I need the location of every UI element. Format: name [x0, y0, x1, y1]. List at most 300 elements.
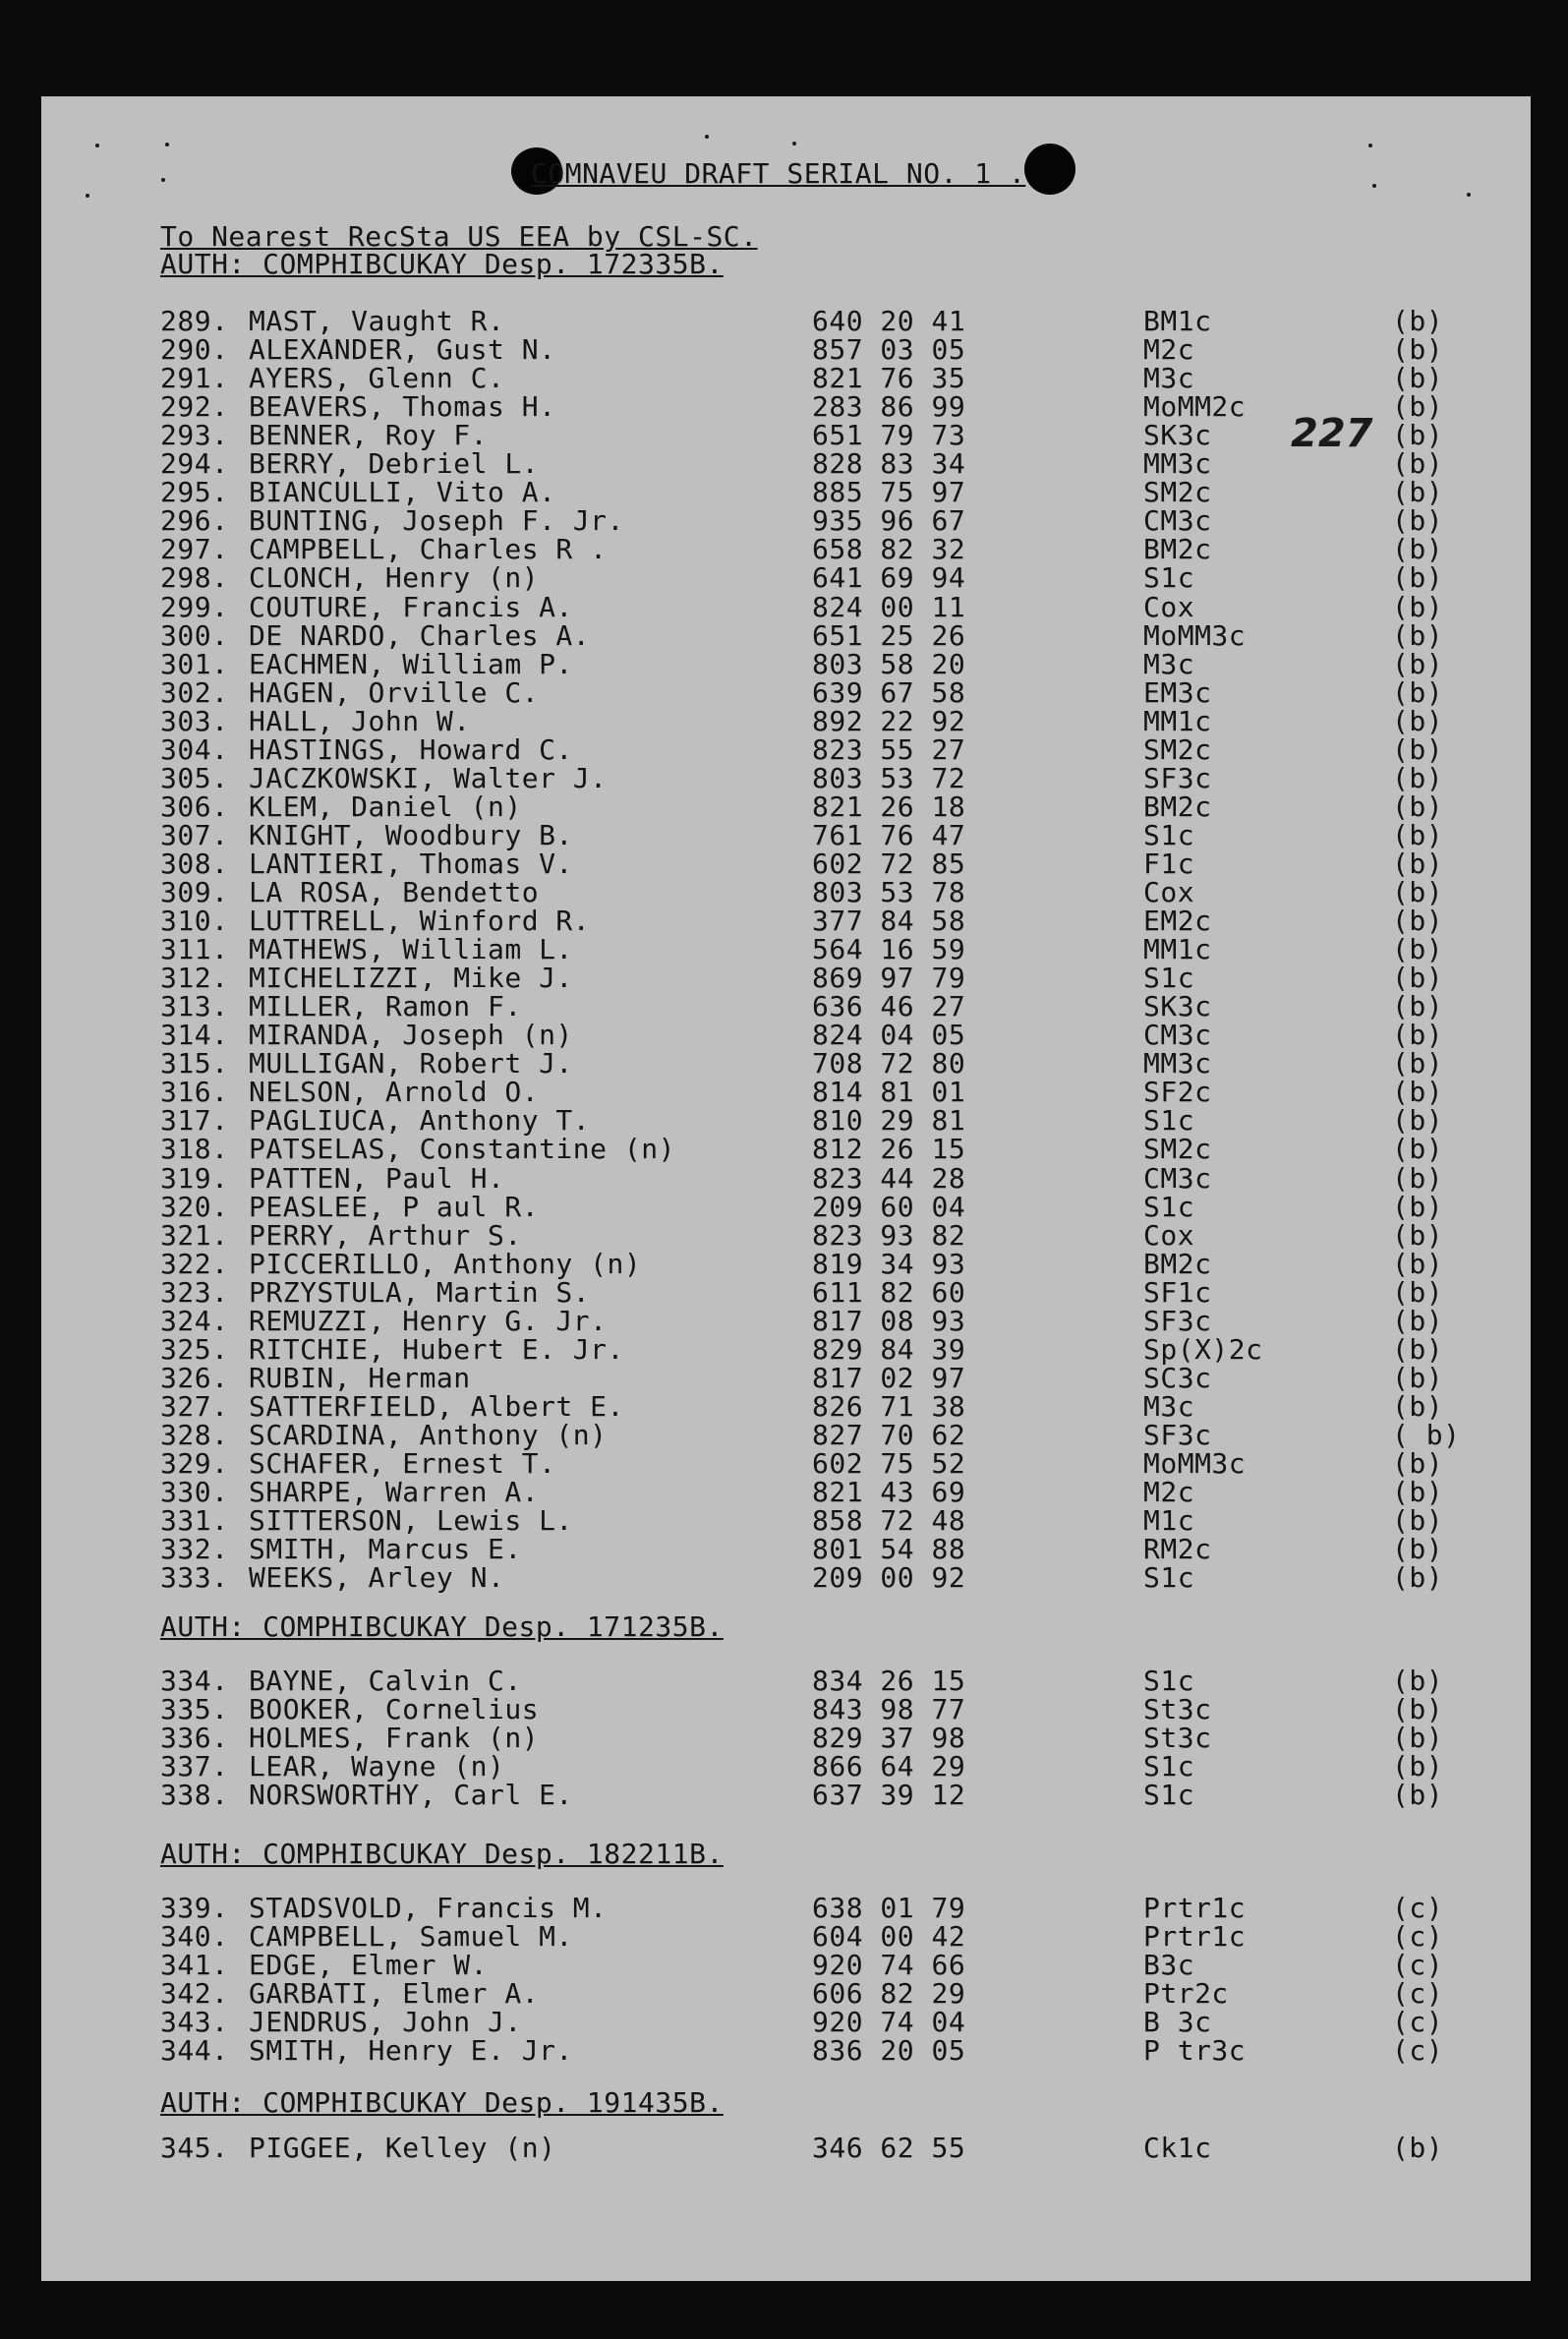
- sailor-name: JACZKOWSKI, Walter J.: [249, 762, 608, 794]
- service-number: 935 96 67: [812, 504, 966, 537]
- service-number: 866 64 29: [812, 1750, 966, 1783]
- row-number: 294.: [160, 447, 229, 480]
- row-number: 293.: [160, 419, 229, 451]
- table-row: [0, 1278, 1568, 1307]
- classification: (c): [1392, 2034, 1444, 2067]
- sailor-name: LANTIERI, Thomas V.: [249, 848, 573, 880]
- rating: MoMM3c: [1143, 1447, 1247, 1480]
- table-row: [0, 506, 1568, 535]
- rating: S1c: [1143, 1191, 1195, 1223]
- table-row: [0, 992, 1568, 1021]
- sailor-name: MATHEWS, William L.: [249, 933, 573, 965]
- page-stamp-number: 227: [1291, 411, 1373, 456]
- rating: Prtr1c: [1143, 1920, 1247, 1953]
- rating: RM2c: [1143, 1533, 1212, 1565]
- service-number: 602 75 52: [812, 1447, 966, 1480]
- row-number: 334.: [160, 1665, 229, 1697]
- rating: B 3c: [1143, 2006, 1212, 2038]
- service-number: 823 44 28: [812, 1162, 966, 1195]
- row-number: 344.: [160, 2034, 229, 2067]
- rating: SK3c: [1143, 990, 1212, 1023]
- classification: (b): [1392, 533, 1444, 565]
- rating: M2c: [1143, 1476, 1195, 1508]
- classification: (b): [1392, 476, 1444, 508]
- rating: Cox: [1143, 876, 1195, 908]
- service-number: 803 58 20: [812, 648, 966, 680]
- auth-line: AUTH: COMPHIBCUKAY Desp. 172335B.: [160, 248, 724, 280]
- service-number: 824 00 11: [812, 591, 966, 623]
- speck: [1368, 144, 1372, 147]
- table-row: [0, 1724, 1568, 1752]
- classification: (b): [1392, 1333, 1444, 1366]
- speck: [1372, 184, 1376, 188]
- table-row: [0, 1563, 1568, 1592]
- table-row: [0, 1049, 1568, 1078]
- sailor-name: PAGLIUCA, Anthony T.: [249, 1104, 591, 1137]
- classification: (b): [1392, 561, 1444, 594]
- table-row: [0, 1078, 1568, 1106]
- row-number: 340.: [160, 1920, 229, 1953]
- rating: MM3c: [1143, 447, 1212, 480]
- rating: MM3c: [1143, 1047, 1212, 1080]
- classification: (b): [1392, 333, 1444, 366]
- rating: S1c: [1143, 1665, 1195, 1697]
- classification: (b): [1392, 1476, 1444, 1508]
- sailor-name: BIANCULLI, Vito A.: [249, 476, 556, 508]
- speck: [165, 143, 169, 146]
- table-row: [0, 792, 1568, 821]
- sailor-name: PATSELAS, Constantine (n): [249, 1133, 675, 1165]
- service-number: 209 60 04: [812, 1191, 966, 1223]
- rating: MM1c: [1143, 933, 1212, 965]
- auth-line: AUTH: COMPHIBCUKAY Desp. 171235B.: [160, 1610, 724, 1643]
- table-row: [0, 849, 1568, 878]
- auth-line: AUTH: COMPHIBCUKAY Desp. 182211B.: [160, 1838, 724, 1870]
- table-row: [0, 1951, 1568, 1979]
- classification: (b): [1392, 790, 1444, 823]
- row-number: 339.: [160, 1892, 229, 1924]
- table-row: [0, 1506, 1568, 1535]
- rating: Prtr1c: [1143, 1892, 1247, 1924]
- sailor-name: NELSON, Arnold O.: [249, 1076, 540, 1108]
- table-row: [0, 1421, 1568, 1449]
- rating: S1c: [1143, 1750, 1195, 1783]
- sailor-name: HAGEN, Orville C.: [249, 676, 540, 709]
- rating: BM1c: [1143, 305, 1212, 337]
- rating: M1c: [1143, 1504, 1195, 1537]
- row-number: 331.: [160, 1504, 229, 1537]
- table-row: [0, 535, 1568, 563]
- sailor-name: RUBIN, Herman: [249, 1362, 471, 1394]
- table-row: [0, 1752, 1568, 1781]
- row-number: 303.: [160, 705, 229, 737]
- row-number: 329.: [160, 1447, 229, 1480]
- rating: BM2c: [1143, 533, 1212, 565]
- classification: (b): [1392, 362, 1444, 394]
- row-number: 324.: [160, 1305, 229, 1337]
- row-number: 337.: [160, 1750, 229, 1783]
- sailor-name: CAMPBELL, Samuel M.: [249, 1920, 573, 1953]
- row-number: 325.: [160, 1333, 229, 1366]
- classification: (b): [1392, 1219, 1444, 1252]
- row-number: 308.: [160, 848, 229, 880]
- service-number: 346 62 55: [812, 2132, 966, 2164]
- rating: S1c: [1143, 1104, 1195, 1137]
- classification: (b): [1392, 1390, 1444, 1423]
- table-row: [0, 593, 1568, 621]
- service-number: 209 00 92: [812, 1561, 966, 1594]
- table-row: [0, 821, 1568, 849]
- service-number: 637 39 12: [812, 1779, 966, 1811]
- rating: SM2c: [1143, 1133, 1212, 1165]
- row-number: 341.: [160, 1949, 229, 1981]
- classification: (b): [1392, 1276, 1444, 1309]
- table-row: [0, 707, 1568, 735]
- classification: (b): [1392, 1019, 1444, 1051]
- row-number: 335.: [160, 1693, 229, 1725]
- classification: (b): [1392, 676, 1444, 709]
- speck: [86, 194, 89, 198]
- table-row: [0, 1193, 1568, 1221]
- classification: (b): [1392, 1076, 1444, 1108]
- sailor-name: STADSVOLD, Francis M.: [249, 1892, 608, 1924]
- sailor-name: SITTERSON, Lewis L.: [249, 1504, 573, 1537]
- service-number: 920 74 66: [812, 1949, 966, 1981]
- service-number: 803 53 78: [812, 876, 966, 908]
- sailor-name: BEAVERS, Thomas H.: [249, 390, 556, 423]
- rating: S1c: [1143, 819, 1195, 851]
- table-row: [0, 878, 1568, 906]
- row-number: 289.: [160, 305, 229, 337]
- row-number: 306.: [160, 790, 229, 823]
- sailor-name: GARBATI, Elmer A.: [249, 1977, 540, 2010]
- table-row: [0, 1335, 1568, 1364]
- rating: EM2c: [1143, 905, 1212, 937]
- rating: B3c: [1143, 1949, 1195, 1981]
- rating: MoMM3c: [1143, 619, 1247, 652]
- classification: (b): [1392, 733, 1444, 766]
- sailor-name: MAST, Vaught R.: [249, 305, 505, 337]
- sailor-name: PEASLEE, P aul R.: [249, 1191, 540, 1223]
- classification: (b): [1392, 619, 1444, 652]
- service-number: 283 86 99: [812, 390, 966, 423]
- table-row: [0, 2134, 1568, 2162]
- rating: SF2c: [1143, 1076, 1212, 1108]
- routing-line: To Nearest RecSta US EEA by CSL-SC.: [160, 220, 758, 253]
- row-number: 345.: [160, 2132, 229, 2164]
- row-number: 343.: [160, 2006, 229, 2038]
- table-row: [0, 621, 1568, 650]
- sailor-name: PIGGEE, Kelley (n): [249, 2132, 556, 2164]
- rating: CM3c: [1143, 1162, 1212, 1195]
- sailor-name: PICCERILLO, Anthony (n): [249, 1248, 642, 1280]
- row-number: 290.: [160, 333, 229, 366]
- table-row: [0, 1106, 1568, 1135]
- table-row: [0, 1922, 1568, 1951]
- sailor-name: LA ROSA, Bendetto: [249, 876, 540, 908]
- sailor-name: LUTTRELL, Winford R.: [249, 905, 591, 937]
- row-number: 319.: [160, 1162, 229, 1195]
- sailor-name: HASTINGS, Howard C.: [249, 733, 573, 766]
- sailor-name: COUTURE, Francis A.: [249, 591, 573, 623]
- sailor-name: SMITH, Henry E. Jr.: [249, 2034, 573, 2067]
- classification: (b): [1392, 1504, 1444, 1537]
- table-row: [0, 1164, 1568, 1193]
- service-number: 651 79 73: [812, 419, 966, 451]
- row-number: 297.: [160, 533, 229, 565]
- rating: F1c: [1143, 848, 1195, 880]
- service-number: 638 01 79: [812, 1892, 966, 1924]
- row-number: 314.: [160, 1019, 229, 1051]
- table-row: [0, 964, 1568, 992]
- speck: [1467, 193, 1471, 197]
- service-number: 821 43 69: [812, 1476, 966, 1508]
- sailor-name: PERRY, Arthur S.: [249, 1219, 522, 1252]
- table-row: [0, 1250, 1568, 1278]
- rating: BM2c: [1143, 1248, 1212, 1280]
- service-number: 834 26 15: [812, 1665, 966, 1697]
- sailor-name: AYERS, Glenn C.: [249, 362, 505, 394]
- sailor-name: BOOKER, Cornelius: [249, 1693, 540, 1725]
- table-row: [0, 1894, 1568, 1922]
- classification: (b): [1392, 1248, 1444, 1280]
- classification: (b): [1392, 1305, 1444, 1337]
- table-row: [0, 735, 1568, 764]
- row-number: 315.: [160, 1047, 229, 1080]
- speck: [792, 142, 796, 146]
- sailor-name: DE NARDO, Charles A.: [249, 619, 591, 652]
- rating: M2c: [1143, 333, 1195, 366]
- service-number: 641 69 94: [812, 561, 966, 594]
- service-number: 821 76 35: [812, 362, 966, 394]
- classification: (b): [1392, 962, 1444, 994]
- sailor-name: BERRY, Debriel L.: [249, 447, 540, 480]
- service-number: 829 37 98: [812, 1722, 966, 1754]
- row-number: 298.: [160, 561, 229, 594]
- classification: (b): [1392, 1693, 1444, 1725]
- row-number: 336.: [160, 1722, 229, 1754]
- speck: [705, 135, 709, 139]
- classification: (b): [1392, 1779, 1444, 1811]
- table-row: [0, 1781, 1568, 1809]
- classification: (b): [1392, 419, 1444, 451]
- service-number: 823 55 27: [812, 733, 966, 766]
- row-number: 328.: [160, 1419, 229, 1451]
- classification: (b): [1392, 990, 1444, 1023]
- row-number: 322.: [160, 1248, 229, 1280]
- table-row: [0, 563, 1568, 592]
- table-row: [0, 678, 1568, 707]
- sailor-name: NORSWORTHY, Carl E.: [249, 1779, 573, 1811]
- row-number: 333.: [160, 1561, 229, 1594]
- classification: (c): [1392, 1977, 1444, 2010]
- service-number: 611 82 60: [812, 1276, 966, 1309]
- sailor-name: EACHMEN, William P.: [249, 648, 573, 680]
- classification: (b): [1392, 762, 1444, 794]
- row-number: 320.: [160, 1191, 229, 1223]
- sailor-name: BUNTING, Joseph F. Jr.: [249, 504, 624, 537]
- rating: SM2c: [1143, 733, 1212, 766]
- sailor-name: KNIGHT, Woodbury B.: [249, 819, 573, 851]
- classification: (c): [1392, 1892, 1444, 1924]
- service-number: 819 34 93: [812, 1248, 966, 1280]
- rating: MM1c: [1143, 705, 1212, 737]
- service-number: 604 00 42: [812, 1920, 966, 1953]
- service-number: 761 76 47: [812, 819, 966, 851]
- row-number: 330.: [160, 1476, 229, 1508]
- rating: P tr3c: [1143, 2034, 1247, 2067]
- auth-line: AUTH: COMPHIBCUKAY Desp. 191435B.: [160, 2086, 724, 2119]
- table-row: [0, 1021, 1568, 1049]
- table-row: [0, 1449, 1568, 1478]
- rating: S1c: [1143, 1779, 1195, 1811]
- table-row: [0, 906, 1568, 935]
- rating: St3c: [1143, 1722, 1212, 1754]
- service-number: 602 72 85: [812, 848, 966, 880]
- row-number: 292.: [160, 390, 229, 423]
- service-number: 858 72 48: [812, 1504, 966, 1537]
- service-number: 708 72 80: [812, 1047, 966, 1080]
- service-number: 606 82 29: [812, 1977, 966, 2010]
- classification: (b): [1392, 648, 1444, 680]
- table-row: [0, 307, 1568, 335]
- service-number: 640 20 41: [812, 305, 966, 337]
- rating: BM2c: [1143, 790, 1212, 823]
- classification: (b): [1392, 705, 1444, 737]
- row-number: 332.: [160, 1533, 229, 1565]
- sailor-name: SMITH, Marcus E.: [249, 1533, 522, 1565]
- sailor-name: EDGE, Elmer W.: [249, 1949, 489, 1981]
- row-number: 304.: [160, 733, 229, 766]
- speck: [161, 178, 165, 182]
- table-row: [0, 1392, 1568, 1421]
- sailor-name: BAYNE, Calvin C.: [249, 1665, 522, 1697]
- service-number: 801 54 88: [812, 1533, 966, 1565]
- service-number: 920 74 04: [812, 2006, 966, 2038]
- sailor-name: PATTEN, Paul H.: [249, 1162, 505, 1195]
- rating: S1c: [1143, 962, 1195, 994]
- table-row: [0, 364, 1568, 392]
- service-number: 827 70 62: [812, 1419, 966, 1451]
- service-number: 803 53 72: [812, 762, 966, 794]
- classification: (b): [1392, 1162, 1444, 1195]
- row-number: 323.: [160, 1276, 229, 1309]
- rating: Cox: [1143, 1219, 1195, 1252]
- sailor-name: SATTERFIELD, Albert E.: [249, 1390, 624, 1423]
- classification: (b): [1392, 933, 1444, 965]
- table-row: [0, 1307, 1568, 1335]
- rating: Ck1c: [1143, 2132, 1212, 2164]
- sailor-name: CLONCH, Henry (n): [249, 561, 540, 594]
- rating: CM3c: [1143, 1019, 1212, 1051]
- table-row: [0, 2008, 1568, 2036]
- service-number: 829 84 39: [812, 1333, 966, 1366]
- row-number: 302.: [160, 676, 229, 709]
- punch-hole-right: [1024, 144, 1075, 195]
- rating: SF3c: [1143, 762, 1212, 794]
- classification: (b): [1392, 1362, 1444, 1394]
- rating: MoMM2c: [1143, 390, 1247, 423]
- table-row: [0, 764, 1568, 792]
- row-number: 300.: [160, 619, 229, 652]
- rating: CM3c: [1143, 504, 1212, 537]
- rating: St3c: [1143, 1693, 1212, 1725]
- table-row: [0, 392, 1568, 421]
- row-number: 311.: [160, 933, 229, 965]
- classification: (b): [1392, 591, 1444, 623]
- row-number: 321.: [160, 1219, 229, 1252]
- table-row: [0, 1667, 1568, 1695]
- row-number: 313.: [160, 990, 229, 1023]
- row-number: 291.: [160, 362, 229, 394]
- sailor-name: REMUZZI, Henry G. Jr.: [249, 1305, 608, 1337]
- sailor-name: HALL, John W.: [249, 705, 471, 737]
- rating: SM2c: [1143, 476, 1212, 508]
- sailor-name: KLEM, Daniel (n): [249, 790, 522, 823]
- service-number: 817 08 93: [812, 1305, 966, 1337]
- table-row: [0, 1535, 1568, 1563]
- rating: S1c: [1143, 561, 1195, 594]
- classification: (b): [1392, 2132, 1444, 2164]
- row-number: 305.: [160, 762, 229, 794]
- speck: [95, 144, 99, 147]
- service-number: 651 25 26: [812, 619, 966, 652]
- table-row: [0, 1364, 1568, 1392]
- sailor-name: SCARDINA, Anthony (n): [249, 1419, 608, 1451]
- row-number: 299.: [160, 591, 229, 623]
- classification: (b): [1392, 1447, 1444, 1480]
- classification: (b): [1392, 1191, 1444, 1223]
- rating: EM3c: [1143, 676, 1212, 709]
- service-number: 828 83 34: [812, 447, 966, 480]
- classification: (b): [1392, 1750, 1444, 1783]
- table-row: [0, 421, 1568, 449]
- row-number: 316.: [160, 1076, 229, 1108]
- classification: (b): [1392, 876, 1444, 908]
- sailor-name: ALEXANDER, Gust N.: [249, 333, 556, 366]
- sailor-name: WEEKS, Arley N.: [249, 1561, 505, 1594]
- sailor-name: RITCHIE, Hubert E. Jr.: [249, 1333, 624, 1366]
- sailor-name: MIRANDA, Joseph (n): [249, 1019, 573, 1051]
- rating: M3c: [1143, 648, 1195, 680]
- classification: (b): [1392, 1665, 1444, 1697]
- service-number: 814 81 01: [812, 1076, 966, 1108]
- table-row: [0, 2036, 1568, 2065]
- service-number: 823 93 82: [812, 1219, 966, 1252]
- row-number: 318.: [160, 1133, 229, 1165]
- sailor-name: MILLER, Ramon F.: [249, 990, 522, 1023]
- service-number: 843 98 77: [812, 1693, 966, 1725]
- row-number: 310.: [160, 905, 229, 937]
- classification: (b): [1392, 504, 1444, 537]
- row-number: 342.: [160, 1977, 229, 2010]
- service-number: 824 04 05: [812, 1019, 966, 1051]
- sailor-name: MICHELIZZI, Mike J.: [249, 962, 573, 994]
- sailor-name: HOLMES, Frank (n): [249, 1722, 540, 1754]
- classification: (b): [1392, 1561, 1444, 1594]
- row-number: 326.: [160, 1362, 229, 1394]
- classification: (b): [1392, 848, 1444, 880]
- document-title: COMNAVEU DRAFT SERIAL NO. 1 .: [531, 157, 1026, 190]
- rating: SK3c: [1143, 419, 1212, 451]
- service-number: 885 75 97: [812, 476, 966, 508]
- service-number: 892 22 92: [812, 705, 966, 737]
- sailor-name: SCHAFER, Ernest T.: [249, 1447, 556, 1480]
- classification: (b): [1392, 819, 1444, 851]
- service-number: 836 20 05: [812, 2034, 966, 2067]
- table-row: [0, 935, 1568, 964]
- row-number: 317.: [160, 1104, 229, 1137]
